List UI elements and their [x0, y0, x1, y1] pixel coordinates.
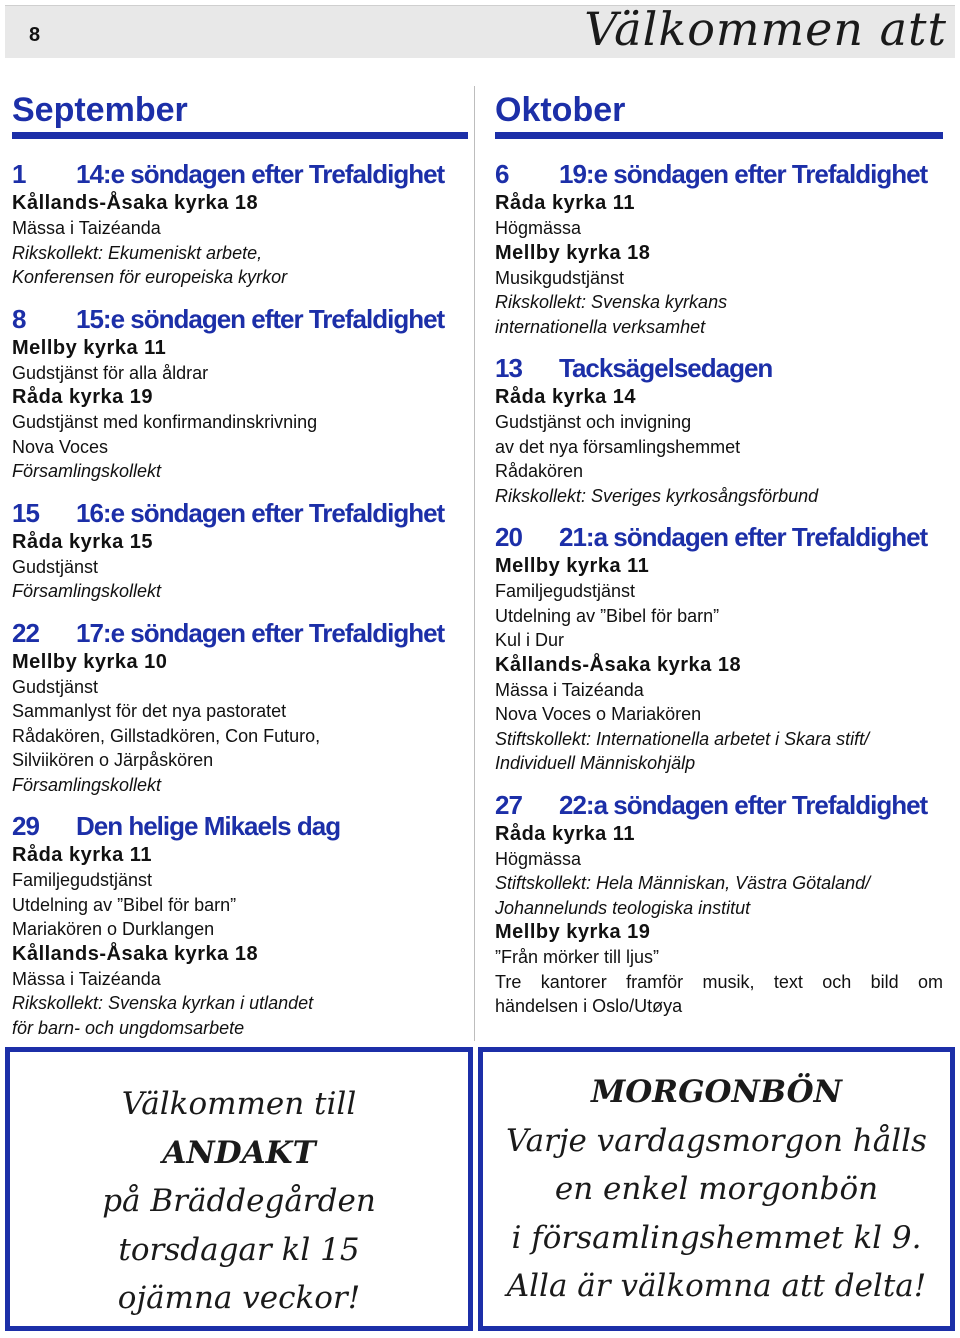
day-heading — [12, 618, 468, 648]
day-heading — [495, 353, 943, 383]
day-title: 15:e söndagen efter Trefaldighet — [76, 303, 445, 334]
morgonbon-box — [478, 1047, 955, 1331]
event-line: Gudstjänst och invigning — [495, 412, 692, 432]
day-title: 14:e söndagen efter Trefaldighet — [76, 159, 445, 189]
collection-line: internationella verksamhet — [495, 316, 706, 337]
page-number: 8 — [29, 24, 41, 46]
day-number: 27 — [495, 789, 522, 820]
andakt-line: ojämna veckor! — [117, 1280, 361, 1316]
day-heading — [495, 522, 943, 552]
event-line: Gudstjänst — [12, 556, 99, 577]
event-line: Gudstjänst — [12, 676, 99, 697]
day-heading — [12, 304, 468, 334]
day-title: 21:a söndagen efter Trefaldighet — [559, 522, 928, 552]
event-line: Familjegudstjänst — [12, 870, 153, 890]
event-line: Familjegudstjänst — [495, 581, 636, 601]
day-number: 13 — [495, 353, 522, 383]
andakt-line: Välkommen till — [121, 1086, 357, 1122]
event-line: av det nya församlingshemmet — [495, 436, 741, 457]
event-line: händelsen i Oslo/Utøya — [495, 996, 683, 1016]
collection-line: Stiftskollekt: Internationella arbetet i Skara stift/ — [495, 728, 870, 749]
church-time: Mellby kyrka 10 — [12, 650, 168, 673]
event-line: Rådakören — [495, 461, 584, 481]
event-entry — [12, 159, 468, 290]
day-title: 16:e söndagen efter Trefaldighet — [76, 497, 445, 528]
church-time: Råda kyrka 11 — [12, 844, 152, 866]
day-number: 22 — [12, 617, 39, 648]
day-number: 1 — [12, 159, 26, 189]
day-number: 20 — [495, 522, 522, 552]
header-title: Välkommen att — [584, 2, 947, 56]
event-entry — [12, 304, 468, 484]
andakt-line: torsdagar kl 15 — [118, 1231, 360, 1268]
event-line: Gudstjänst för alla åldrar — [12, 362, 209, 383]
event-entry — [12, 618, 468, 798]
church-time: Råda kyrka 15 — [12, 530, 154, 553]
event-entry — [12, 811, 468, 1040]
day-heading — [12, 811, 468, 841]
morgonbon-line: i församlingshemmet kl 9. — [511, 1219, 922, 1256]
church-time: Mellby kyrka 18 — [495, 241, 651, 264]
collection-line: Rikskollekt: Ekumeniskt arbete, — [12, 242, 263, 263]
collection-line: Johannelunds teologiska institut — [495, 897, 751, 918]
column-divider — [474, 86, 475, 1041]
day-heading — [12, 498, 468, 528]
andakt-line: på Bräddegården — [102, 1183, 376, 1219]
day-title: 17:e söndagen efter Trefaldighet — [76, 617, 445, 648]
morgonbon-line: en enkel morgonbön — [554, 1171, 879, 1207]
day-number: 15 — [12, 497, 39, 528]
collection-line: Rikskollekt: Svenska kyrkan i utlandet — [12, 993, 314, 1013]
morgonbon-line: Alla är välkomna att delta! — [506, 1268, 927, 1304]
event-entry — [495, 790, 943, 1019]
church-time: Kållands-Åsaka kyrka 18 — [12, 942, 259, 965]
church-time: Mellby kyrka 11 — [495, 555, 650, 577]
day-number: 6 — [495, 159, 509, 189]
collection-line: Församlingskollekt — [12, 774, 162, 795]
event-line: Högmässa — [495, 218, 582, 238]
event-line: Sammanlyst för det nya pastoratet — [12, 701, 287, 721]
event-line: Utdelning av ”Bibel för barn” — [12, 894, 237, 915]
event-entry — [495, 353, 943, 508]
collection-line: Stiftskollekt: Hela Människan, Västra Götaland/ — [495, 873, 871, 893]
church-time: Mellby kyrka 19 — [495, 921, 651, 943]
event-entry — [495, 159, 943, 339]
day-heading — [495, 159, 943, 189]
month-heading-september: September — [12, 91, 188, 129]
church-time: Råda kyrka 14 — [495, 386, 637, 408]
church-time: Kållands-Åsaka kyrka 18 — [495, 653, 742, 676]
collection-line: Rikskollekt: Svenska kyrkans — [495, 292, 728, 312]
collection-line: Individuell Människohjälp — [495, 753, 696, 773]
month-heading-oktober: Oktober — [495, 91, 626, 129]
event-line: Gudstjänst med konfirmandinskrivning — [12, 412, 318, 432]
event-entry — [495, 522, 943, 776]
event-line: Nova Voces o Mariakören — [495, 704, 702, 724]
day-title: 22:a söndagen efter Trefaldighet — [559, 789, 928, 820]
month-rule — [12, 132, 468, 139]
day-number: 29 — [12, 811, 39, 841]
event-line: Utdelning av ”Bibel för barn” — [495, 605, 720, 626]
collection-line: Församlingskollekt — [12, 461, 162, 481]
church-time: Råda kyrka 11 — [495, 192, 635, 214]
day-title: 19:e söndagen efter Trefaldighet — [559, 159, 928, 189]
event-line: Tre kantorer framför musik, text och bild om — [495, 971, 943, 992]
church-time: Råda kyrka 11 — [495, 822, 635, 845]
day-heading — [495, 790, 943, 820]
event-line: Mariakören o Durklangen — [12, 919, 215, 939]
event-line: Mässa i Taizéanda — [495, 679, 644, 700]
collection-line: Församlingskollekt — [12, 581, 162, 601]
september-column — [12, 86, 468, 1054]
event-line: Silviikören o Järpåskören — [12, 750, 214, 770]
event-line: ”Från mörker till ljus” — [495, 947, 660, 967]
day-title: Den helige Mikaels dag — [76, 811, 341, 841]
event-line: Kul i Dur — [495, 630, 565, 650]
oktober-column — [495, 86, 943, 1033]
month-rule — [495, 132, 943, 139]
church-time: Råda kyrka 19 — [12, 386, 154, 408]
day-title: Tacksägelsedagen — [559, 353, 773, 383]
event-line: Högmässa — [495, 848, 582, 869]
day-heading — [12, 159, 468, 189]
collection-line: Rikskollekt: Sveriges kyrkosångsförbund — [495, 485, 819, 506]
collection-line: för barn- och ungdomsarbete — [12, 1017, 245, 1038]
day-number: 8 — [12, 303, 26, 334]
andakt-box — [5, 1047, 473, 1331]
event-line: Nova Voces — [12, 436, 109, 457]
church-time: Kållands-Åsaka kyrka 18 — [12, 192, 259, 214]
church-time: Mellby kyrka 11 — [12, 336, 167, 359]
event-line: Rådakören, Gillstadkören, Con Futuro, — [12, 725, 321, 746]
event-line: Mässa i Taizéanda — [12, 968, 161, 989]
page-header — [5, 2, 955, 58]
morgonbon-line: Varje vardagsmorgon hålls — [506, 1122, 927, 1159]
event-line: Mässa i Taizéanda — [12, 218, 161, 238]
andakt-title: ANDAKT — [162, 1134, 316, 1171]
collection-line: Konferensen för europeiska kyrkor — [12, 267, 288, 287]
event-line: Musikgudstjänst — [495, 267, 625, 288]
event-entry — [12, 498, 468, 604]
morgonbon-title: MORGONBÖN — [590, 1074, 842, 1110]
